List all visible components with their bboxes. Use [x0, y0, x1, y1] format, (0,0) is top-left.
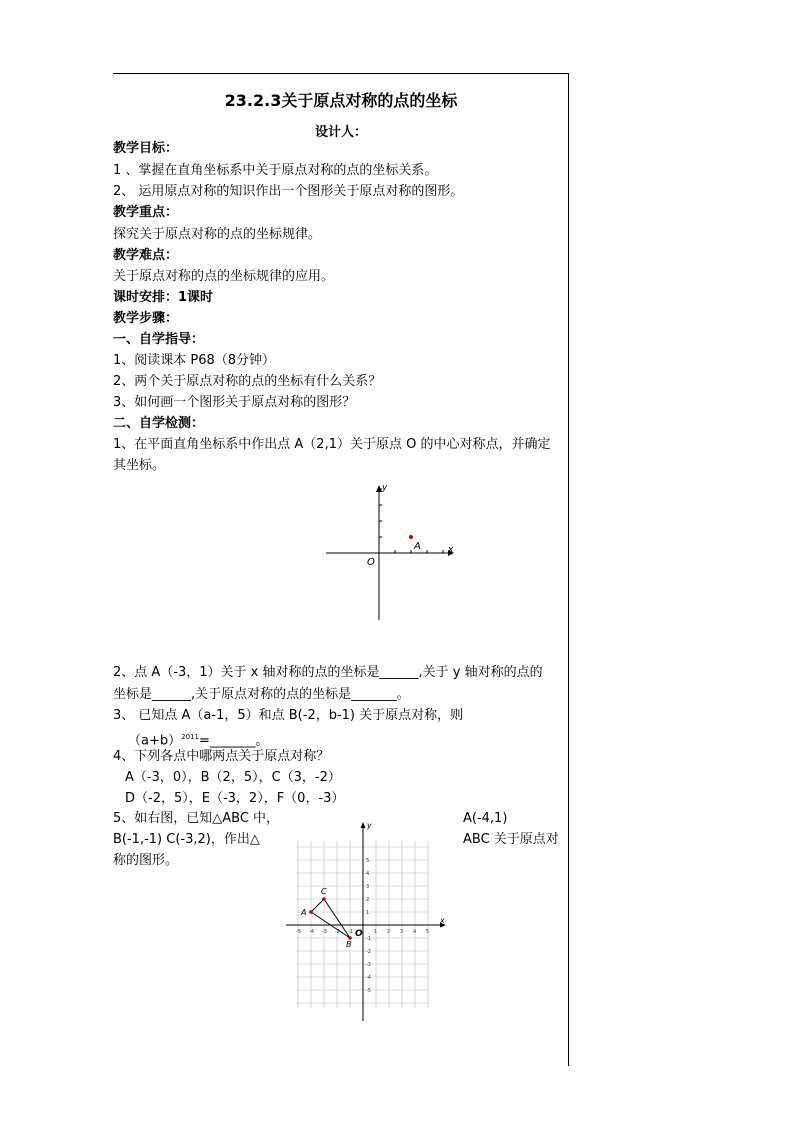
vertex-a [309, 910, 313, 914]
x-tick-label: 3 [400, 929, 404, 935]
x-tick-label: -5 [296, 929, 301, 935]
axis-ticks [379, 489, 443, 553]
vertex-label-a: A [301, 908, 307, 917]
question-4-line-2: A（-3，0），B（2，5），C（3，-2） [125, 770, 341, 785]
y-axis-arrow [361, 822, 366, 828]
point-a-label: A [414, 541, 421, 552]
x-axis-label: x [440, 916, 445, 925]
x-tick-label: 2 [387, 929, 391, 935]
triangle-vertices [300, 887, 352, 949]
y-tick-label: -3 [366, 962, 371, 968]
figure-2-grid [282, 818, 448, 1024]
difficulty-heading: 教学难点： [113, 248, 179, 263]
x-axis-label: x [448, 545, 454, 555]
question-3-line-2 [128, 729, 268, 749]
origin-label: O [367, 557, 375, 568]
y-tick-label: -2 [366, 949, 371, 955]
question-3-blank: =_______。 [198, 733, 269, 749]
triangle-abc [311, 899, 350, 938]
question-3-expr: （a+b） [128, 733, 182, 749]
question-5-line-1: 5、如右图，已知△ABC 中， [113, 811, 280, 826]
y-tick-label: -1 [366, 936, 371, 942]
y-tick-label: -4 [366, 975, 371, 981]
question-4-line-3: D（-2，5），E（-3，2），F（0，-3） [125, 791, 345, 806]
x-tick-label: -4 [309, 929, 314, 935]
y-tick-label: 3 [366, 884, 370, 890]
x-tick-label: 1 [374, 929, 378, 935]
y-tick-label: 5 [366, 858, 370, 864]
question-2-line-1: 2、点 A（-3，1）关于 x 轴对称的点的坐标是______,关于 y 轴对称的点的 [113, 665, 543, 680]
y-tick-label: 4 [366, 871, 370, 877]
objective-2: 2、 运用原点对称的知识作出一个图形关于原点对称的图形。 [113, 184, 464, 199]
y-axis-label: y [367, 821, 372, 830]
point-a-marker [409, 535, 413, 539]
self-study-2: 2、两个关于原点对称的点的坐标有什么关系？ [113, 374, 382, 389]
x-tick-label: 4 [413, 929, 417, 935]
key-point-text: 探究关于原点对称的点的坐标规律。 [113, 227, 322, 242]
steps-heading: 教学步骤： [113, 311, 179, 326]
x-tick-label: -3 [322, 929, 327, 935]
self-study-heading: 一、自学指导： [113, 332, 205, 347]
objective-1: 1 、掌握在直角坐标系中关于原点对称的点的坐标关系。 [113, 163, 438, 178]
question-2-line-2: 坐标是______,关于原点对称的点的坐标是_______。 [113, 687, 410, 702]
y-tick-label: 1 [366, 910, 370, 916]
vertex-label-b: B [346, 940, 352, 949]
y-tick-label: -5 [366, 988, 371, 994]
question-4-line-1: 4、下列各点中哪两点关于原点对称？ [113, 749, 330, 764]
table-top-border [113, 73, 569, 74]
question-1-line-2: 其坐标。 [113, 458, 166, 473]
objectives-heading: 教学目标： [113, 141, 179, 156]
schedule-text: 课时安排：1课时 [113, 290, 214, 305]
origin-label: O [355, 929, 363, 939]
question-5-point-a: A(-4,1) [463, 811, 508, 826]
question-1-line-1: 1、在平面直角坐标系中作出点 A（2,1）关于原点 O 的中心对称点，并确定 [113, 437, 551, 452]
x-tick-label: 5 [426, 929, 430, 935]
self-study-1: 1、阅读课本 P68（8分钟） [113, 353, 276, 368]
question-5-line-3: 称的图形。 [113, 853, 179, 868]
question-5-line-2: B(-1,-1) C(-3,2)，作出△ [113, 832, 260, 847]
question-3-exponent: 2011 [181, 733, 199, 741]
difficulty-text: 关于原点对称的点的坐标规律的应用。 [113, 269, 335, 284]
question-5-line-2-right: ABC 关于原点对 [463, 832, 559, 847]
x-tick-label: -2 [335, 929, 340, 935]
question-3-line-1: 3、 已知点 A（a-1，5）和点 B(-2，b-1) 关于原点对称，则 [113, 708, 464, 723]
vertex-label-c: C [321, 887, 327, 896]
y-tick-label: 2 [366, 897, 370, 903]
designer-label: 设计人： [314, 125, 367, 140]
vertex-c [322, 897, 326, 901]
table-right-border [568, 73, 569, 1066]
key-point-heading: 教学重点： [113, 205, 179, 220]
figure-1-axes [320, 480, 460, 622]
y-axis-label: y [382, 483, 388, 493]
self-study-3: 3、如何画一个图形关于原点对称的图形？ [113, 395, 356, 410]
x-tick-label: -1 [348, 929, 353, 935]
page-title: 23.2.3关于原点对称的点的坐标 [224, 91, 458, 110]
self-test-heading: 二、自学检测： [113, 416, 205, 431]
